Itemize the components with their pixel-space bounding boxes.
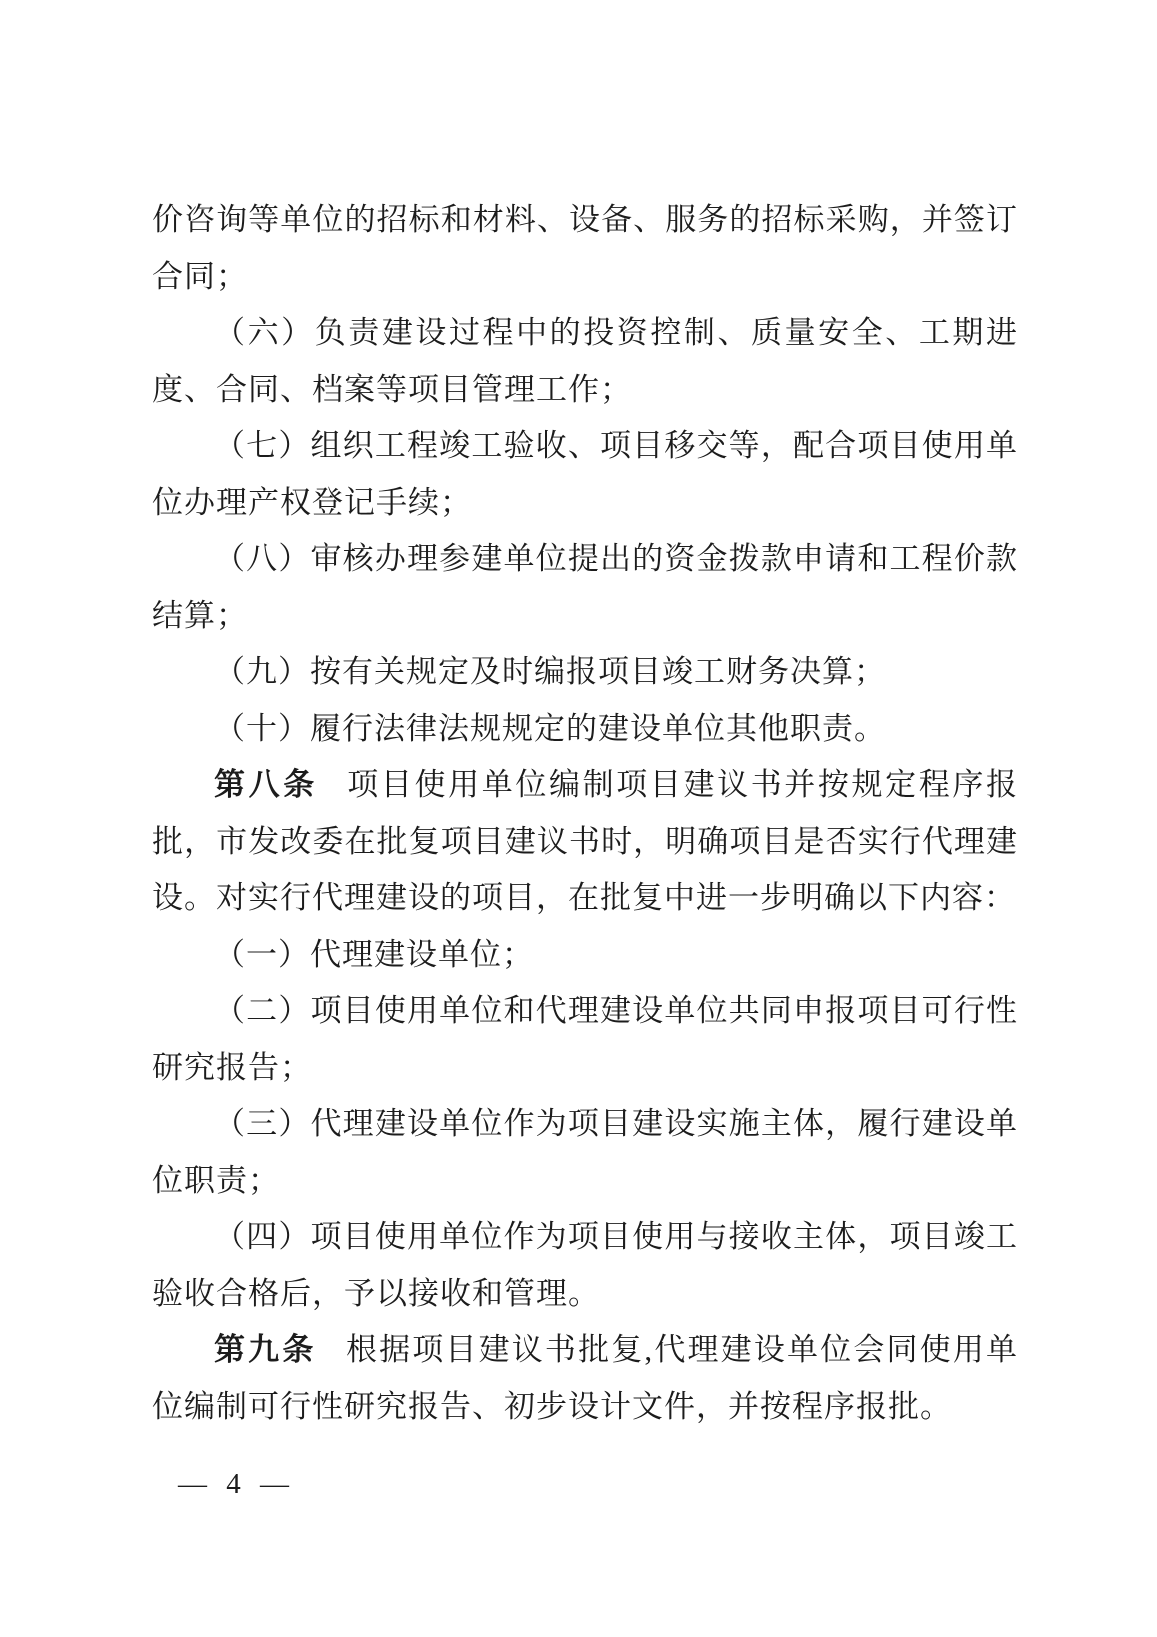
paragraph: （十）履行法律法规规定的建设单位其他职责。 [214,710,886,746]
paragraph: （七）组织工程竣工验收、项目移交等，配合项目使用单位办理产权登记手续； [152,428,1018,520]
paragraph: 第八条 项目使用单位编制项目建议书并按规定程序报批，市发改委在批复项目建议书时，明确项目是否实行代理建设。对实行代理建设的项目，在批复中进一步明确以下内容： [152,767,1019,915]
paragraph: （六）负责建设过程中的投资控制、质量安全、工期进度、合同、档案等项目管理工作； [152,315,1018,407]
article-heading: 第八条 [214,767,318,802]
paragraph: （四）项目使用单位作为项目使用与接收主体，项目竣工验收合格后，予以接收和管理。 [152,1219,1018,1311]
article-heading: 第九条 [214,1332,317,1367]
document-body [152,192,1018,1435]
paragraph: （九）按有关规定及时编报项目竣工财务决算； [214,654,886,689]
paragraph: （二）项目使用单位和代理建设单位共同申报项目可行性研究报告； [152,993,1018,1085]
paragraph: （一）代理建设单位； [214,936,534,972]
paragraph: 第九条 根据项目建议书批复,代理建设单位会同使用单位编制可行性研究报告、初步设计文件，并按程序报批。 [152,1332,1019,1424]
paragraph: （八）审核办理参建单位提出的资金拨款申请和工程价款结算； [152,541,1018,633]
paragraph: （三）代理建设单位作为项目建设实施主体，履行建设单位职责； [152,1106,1018,1198]
page-number: — 4 — [178,1468,295,1500]
paragraph: 价咨询等单位的招标和材料、设备、服务的招标采购，并签订合同； [152,202,1018,294]
